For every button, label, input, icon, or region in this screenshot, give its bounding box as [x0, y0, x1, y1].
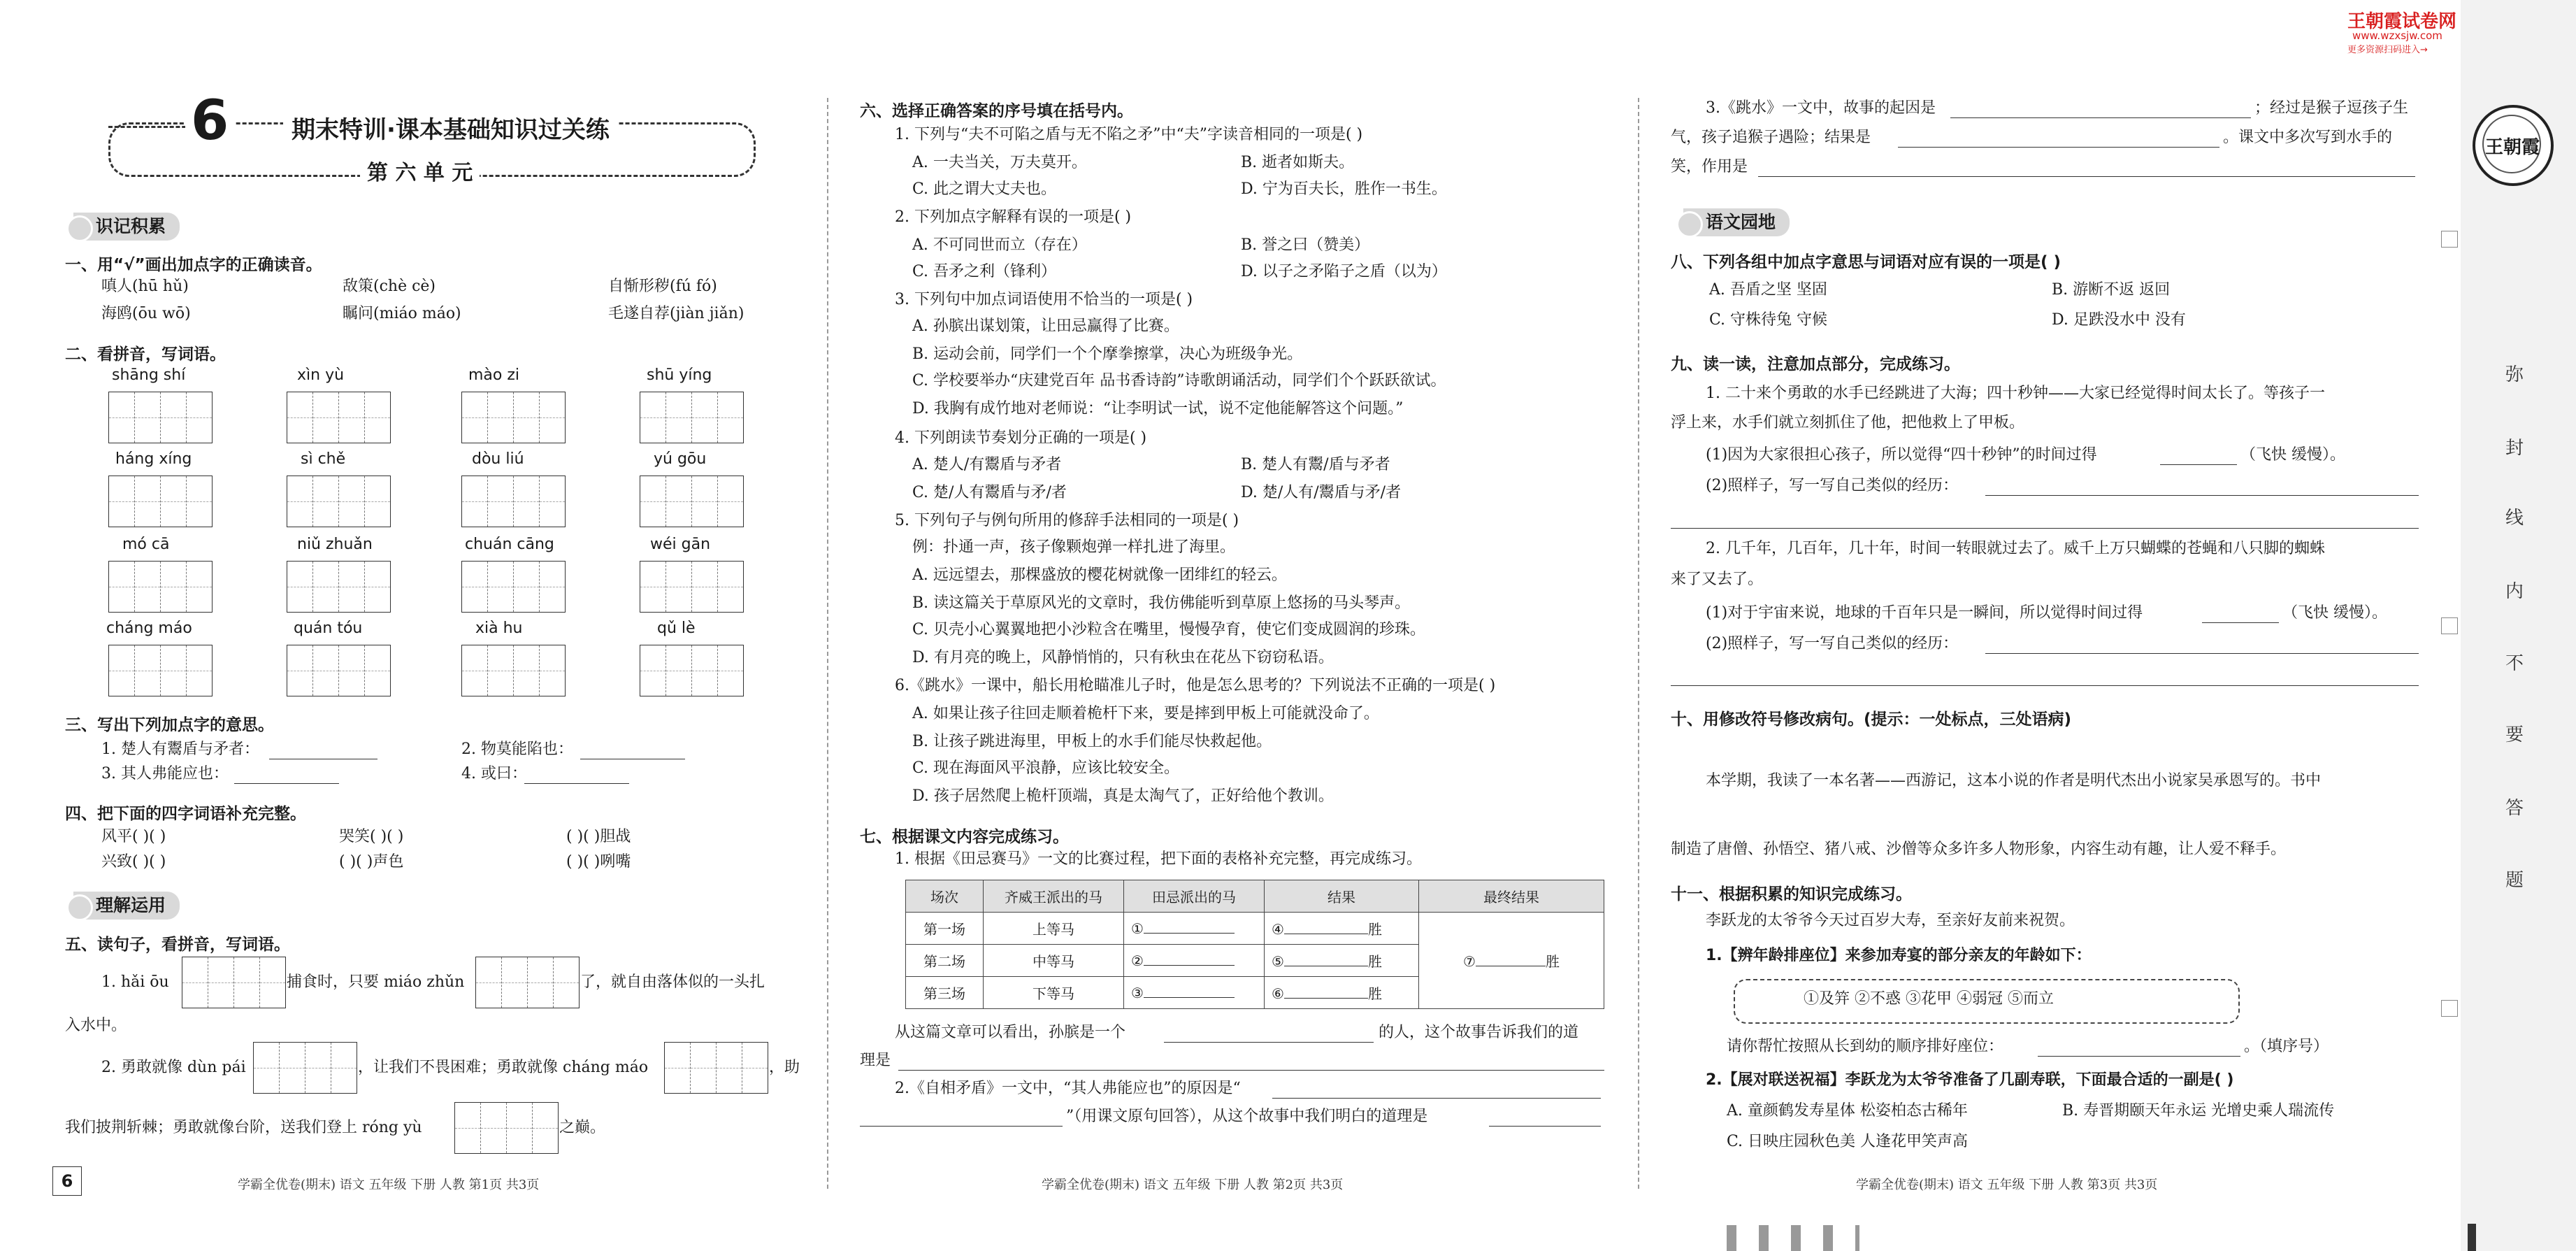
answer-line[interactable] — [1898, 147, 2219, 148]
answer-line[interactable] — [1985, 653, 2419, 654]
writing-grid[interactable] — [108, 561, 213, 613]
q9-text: (2)照样子，写一写自己类似的经历： — [1706, 477, 1959, 494]
answer-line[interactable] — [524, 783, 629, 784]
table-row — [906, 913, 1604, 945]
q7-text: 气，孩子追猴子遇险；结果是 — [1671, 129, 1871, 146]
q6-option: A. 如果让孩子往回走顺着桅杆下来，要是摔到甲板上可能就没命了。 — [912, 705, 1379, 722]
column-divider — [1638, 98, 1639, 1189]
table-cell: 中等马 — [984, 945, 1124, 977]
q9-text: 来了又去了。 — [1671, 571, 1764, 588]
binding-hole — [2441, 231, 2458, 248]
q4-item: 风平( )( ) — [101, 828, 166, 845]
question-8-title: 八、下列各组中加点字意思与词语对应有误的一项是( ) — [1671, 253, 2061, 271]
q5-text: 我们披荆斩棘；勇敢就像台阶，送我们登上 róng yù — [65, 1119, 422, 1136]
q9-text: (2)照样子，写一写自己类似的经历： — [1706, 635, 1959, 652]
pinyin-label: háng xíng — [115, 450, 192, 468]
q6-option: A. 不可同世而立（存在） — [912, 236, 1087, 254]
q8-option: B. 游断不返 返回 — [2052, 281, 2171, 299]
question-7-title: 七、根据课文内容完成练习。 — [860, 828, 1069, 846]
q7-text: 3.《跳水》一文中，故事的起因是 — [1706, 99, 1936, 117]
writing-grid[interactable] — [108, 476, 213, 527]
q9-text: （飞快 缓慢）。 — [2240, 446, 2345, 464]
q10-text: 本学期，我读了一本名著——西游记，这本小说的作者是明代杰出小说家吴承恩写的。书中 — [1706, 772, 2322, 789]
q11-text: 请你帮忙按照从长到幼的顺序排好座位： — [1727, 1038, 2004, 1055]
q5-text: 入水中。 — [65, 1017, 127, 1034]
brand-logo-text: 王朝霞 — [2485, 137, 2540, 158]
result-suffix: 胜 — [1367, 953, 1382, 970]
answer-line[interactable] — [2038, 1056, 2240, 1057]
table-cell: 上等马 — [984, 913, 1124, 945]
q6-option: B. 运动会前，同学们一个个摩拳擦掌，决心为班级争光。 — [912, 345, 1303, 363]
q6-option: C. 吾矛之利（锋利） — [912, 263, 1057, 280]
q5-text: 1. hǎi ōu — [101, 973, 169, 991]
q4-item: 兴致( )( ) — [101, 853, 166, 871]
q9-text: 1. 二十来个勇敢的水手已经跳进了大海；四十秒钟——大家已经觉得时间太长了。等孩子一 — [1706, 385, 2325, 402]
watermark-note: 更多资源扫码进入→ — [2347, 45, 2428, 55]
q6-option: B. 让孩子跳进海里，甲板上的水手们能尽快救起他。 — [912, 733, 1272, 750]
q4-item: ( )( )胆战 — [566, 828, 631, 845]
answer-line[interactable] — [898, 1070, 1604, 1071]
page-footer: 学霸全优卷(期末) 语文 五年级 下册 人教 第1页 共3页 — [238, 1178, 540, 1192]
blank-marker: ③ — [1131, 984, 1144, 1001]
answer-line[interactable] — [1671, 528, 2419, 529]
answer-line[interactable] — [2202, 622, 2279, 623]
q6-option: C. 学校要举办“庆建党百年 品书香诗韵”诗歌朗诵活动，同学们个个跃跃欲试。 — [912, 372, 1446, 389]
q7-stem: 1. 根据《田忌赛马》一文的比赛过程，把下面的表格补充完整，再完成练习。 — [895, 850, 1422, 868]
q6-stem: 4. 下列朗读节奏划分正确的一项是( ) — [895, 429, 1147, 447]
q8-option: D. 足跌没水中 没有 — [2052, 311, 2186, 329]
q11-text: 李跃龙的太爷爷今天过百岁大寿，至亲好友前来祝贺。 — [1706, 912, 2075, 929]
q6-option: D. 有月亮的晚上，风静悄悄的，只有秋虫在花丛下窃窃私语。 — [912, 649, 1334, 666]
table-cell: 第二场 — [906, 945, 984, 977]
q5-text: 之巅。 — [559, 1119, 606, 1136]
brand-logo — [2473, 105, 2554, 186]
writing-grid[interactable] — [287, 561, 391, 613]
writing-grid[interactable] — [640, 561, 744, 613]
q6-option: C. 楚/人有鬻盾与矛/者 — [912, 484, 1067, 501]
answer-line[interactable] — [1758, 176, 2415, 177]
q1-item: 敌策(chè cè) — [343, 278, 436, 295]
q6-option: A. 一夫当关，万夫莫开。 — [912, 154, 1087, 171]
result-suffix: 胜 — [1545, 953, 1560, 970]
q6-stem: 1. 下列与“夫不可陷之盾与无不陷之矛”中“夫”字读音相同的一项是( ) — [895, 126, 1363, 143]
q6-option: D. 我胸有成竹地对老师说：“让李明试一试，说不定他能解答这个问题。” — [912, 400, 1404, 417]
q11-text: 1.【辨年龄排座位】来参加寿宴的部分亲友的年龄如下： — [1706, 947, 2092, 964]
question-4-title: 四、把下面的四字词语补充完整。 — [65, 805, 306, 823]
pinyin-label: shāng shí — [112, 366, 186, 384]
q11-option: C. 日映庄园秋色美 人逢花甲笑声高 — [1727, 1133, 1969, 1150]
pinyin-label: mó cā — [122, 536, 170, 553]
q9-text: 2. 几千年，几百年，几十年，时间一转眼就过去了。威千上万只蝴蝶的苍蝇和八只脚的蜘蛛 — [1706, 540, 2325, 557]
q4-item: ( )( )声色 — [339, 853, 404, 871]
q6-option: C. 此之谓大丈夫也。 — [912, 180, 1057, 198]
q7-text: 的人，这个故事告诉我们的道 — [1379, 1024, 1579, 1041]
table-cell: 下等马 — [984, 977, 1124, 1009]
pinyin-label: shū yíng — [647, 366, 712, 384]
writing-grid[interactable] — [287, 392, 391, 443]
q6-example: 例：扑通一声，孩子像颗炮弹一样扎进了海里。 — [912, 538, 1236, 556]
q6-stem: 3. 下列句中加点词语使用不恰当的一项是( ) — [895, 291, 1193, 308]
pinyin-label: qǔ lè — [657, 620, 696, 637]
q7-text: ；经过是猴子逗孩子生 — [2254, 99, 2409, 117]
q5-text: ，让我们不畏困难；勇敢就像 cháng máo — [358, 1059, 649, 1076]
q7-text: 2.《自相矛盾》一文中，“其人弗能应也”的原因是“ — [895, 1080, 1241, 1097]
q9-text: (1)对于宇宙来说，地球的千百年只是一瞬间，所以觉得时间过得 — [1706, 604, 2143, 622]
writing-grid[interactable] — [108, 645, 213, 696]
unit-number: 6 — [185, 91, 234, 151]
section-tag-garden: 语文园地 — [1683, 208, 1790, 236]
q6-option: C. 现在海面风平浪静，应该比较安全。 — [912, 759, 1180, 777]
q4-item: ( )( )咧嘴 — [566, 853, 631, 871]
writing-grid[interactable] — [461, 645, 566, 696]
q5-text: ，助 — [769, 1059, 800, 1076]
q6-option: D. 宁为百夫长，胜作一书生。 — [1241, 180, 1447, 198]
writing-grid[interactable] — [182, 957, 286, 1008]
writing-grid[interactable] — [461, 561, 566, 613]
blank-marker: ⑥ — [1272, 985, 1284, 1002]
q3-item: 2. 物莫能陷也： — [461, 741, 573, 758]
table-header: 田忌派出的马 — [1124, 880, 1265, 913]
question-1-title: 一、用“√”画出加点字的正确读音。 — [65, 256, 322, 274]
writing-grid[interactable] — [640, 645, 744, 696]
writing-grid[interactable] — [287, 476, 391, 527]
q11-option: B. 寿晋期颐天年永运 光增史乘人瑞流传 — [2062, 1102, 2335, 1120]
writing-grid[interactable] — [287, 645, 391, 696]
table-cell-blank[interactable] — [1124, 977, 1265, 1009]
q7-text: ”（用课文原句回答），从这个故事中我们明白的道理是 — [1066, 1108, 1428, 1125]
page-title: 期末特训·课本基础知识过关练 — [283, 110, 618, 145]
pinyin-label: quán tóu — [294, 620, 363, 637]
answer-line[interactable] — [860, 1126, 1063, 1127]
page-footer: 学霸全优卷(期末) 语文 五年级 下册 人教 第2页 共3页 — [1042, 1178, 1344, 1192]
q6-option: A. 远远望去，那棵盛放的樱花树就像一团绯红的轻云。 — [912, 566, 1287, 584]
q3-item: 3. 其人弗能应也： — [101, 765, 229, 782]
q6-option: B. 读这篇关于草原风光的文章时，我仿佛能听到草原上悠扬的马头琴声。 — [912, 594, 1411, 612]
answer-line[interactable] — [1489, 1126, 1601, 1127]
pinyin-label: xià hu — [475, 620, 523, 637]
q11-option: A. 童颜鹤发寿星体 松姿柏态古稀年 — [1727, 1102, 1968, 1120]
q9-text: 浮上来，水手们就立刻抓住了他，把他救上了甲板。 — [1671, 414, 2025, 431]
binding-note-char: 弥 — [2505, 364, 2524, 385]
table-cell: 第三场 — [906, 977, 984, 1009]
q6-option: B. 楚人有鬻/盾与矛者 — [1241, 456, 1390, 473]
writing-grid[interactable] — [664, 1042, 768, 1094]
writing-grid[interactable] — [640, 476, 744, 527]
answer-line[interactable] — [1164, 1042, 1374, 1043]
blank-marker: ⑦ — [1463, 953, 1476, 970]
question-5-title: 五、读句子，看拼音，写词语。 — [65, 936, 290, 954]
q1-item: 嗔人(hū hǔ) — [101, 278, 189, 295]
page-footer: 学霸全优卷(期末) 语文 五年级 下册 人教 第3页 共3页 — [1856, 1178, 2158, 1192]
column-divider — [827, 98, 828, 1189]
q7-text: 理是 — [860, 1052, 891, 1069]
table-cell-blank[interactable] — [1265, 977, 1419, 1009]
q11-text: 。（填序号） — [2244, 1038, 2329, 1055]
blank-marker: ④ — [1272, 921, 1284, 938]
watermark-brand: 王朝霞试卷网 — [2347, 11, 2457, 32]
watermark-url: www.wzxsjw.com — [2352, 29, 2442, 42]
q7-text: 。课文中多次写到水手的 — [2223, 129, 2393, 146]
q6-option: D. 楚/人有/鬻盾与矛/者 — [1241, 484, 1402, 501]
binding-hole — [2441, 617, 2458, 634]
unit-subtitle: 第 六 单 元 — [360, 155, 480, 186]
answer-line[interactable] — [2160, 464, 2237, 465]
table-header: 最终结果 — [1419, 880, 1604, 913]
writing-grid[interactable] — [475, 957, 580, 1008]
q5-text: 了，就自由落体似的一头扎 — [580, 973, 765, 991]
q3-item: 4. 或曰： — [461, 765, 527, 782]
table-header: 结果 — [1265, 880, 1419, 913]
blank-marker: ① — [1131, 920, 1144, 937]
question-9-title: 九、读一读，注意加点部分，完成练习。 — [1671, 355, 1960, 373]
q6-stem: 6.《跳水》一课中，船长用枪瞄准儿子时，他是怎么思考的？下列说法不正确的一项是( ) — [895, 677, 1496, 694]
page-number-box: 6 — [52, 1166, 82, 1196]
q7-text: 从这篇文章可以看出，孙膑是一个 — [895, 1024, 1126, 1041]
final-result-cell[interactable] — [1419, 913, 1604, 1009]
q6-option: D. 以子之矛陷子之盾（以为） — [1241, 263, 1447, 280]
pinyin-label: yú gōu — [654, 450, 707, 468]
pinyin-label: cháng máo — [106, 620, 192, 637]
answer-line[interactable] — [1950, 117, 2251, 118]
q6-option: B. 逝者如斯夫。 — [1241, 154, 1355, 171]
q9-text: （飞快 缓慢）。 — [2282, 604, 2387, 622]
pinyin-label: mào zi — [468, 366, 520, 384]
q9-text: (1)因为大家很担心孩子，所以觉得“四十秒钟”的时间过得 — [1706, 446, 2097, 464]
question-11-title: 十一、根据积累的知识完成练习。 — [1671, 885, 1912, 903]
q10-text: 制造了唐僧、孙悟空、猪八戒、沙僧等众多许多人物形象，内容生动有趣，让人爱不释手。 — [1671, 841, 2287, 858]
q4-item: 哭笑( )( ) — [339, 828, 404, 845]
binding-note-char: 题 — [2505, 870, 2524, 891]
table-cell: 第一场 — [906, 913, 984, 945]
q6-stem: 2. 下列加点字解释有误的一项是( ) — [895, 208, 1132, 226]
question-10-title: 十、用修改符号修改病句。(提示：一处标点，三处语病) — [1671, 710, 2072, 729]
q3-item: 1. 楚人有鬻盾与矛者： — [101, 741, 259, 758]
answer-line[interactable] — [1272, 1098, 1601, 1099]
binding-note-char: 要 — [2505, 724, 2524, 745]
pinyin-label: chuán cāng — [465, 536, 554, 553]
q8-option: A. 吾盾之坚 坚固 — [1709, 281, 1827, 299]
q1-item: 毛遂自荐(jiàn jiǎn) — [608, 305, 744, 322]
q6-option: A. 楚人/有鬻盾与矛者 — [912, 456, 1062, 473]
binding-hole — [2441, 1000, 2458, 1017]
binding-note-char: 封 — [2505, 438, 2524, 459]
binding-margin — [2461, 0, 2576, 1251]
table-cell-blank[interactable] — [1265, 913, 1419, 945]
blank-marker: ② — [1131, 952, 1144, 969]
q6-option: D. 孩子居然爬上桅杆顶端，真是太淘气了，正好给他个教训。 — [912, 787, 1334, 805]
q1-item: 自惭形秽(fú fó) — [608, 278, 717, 295]
writing-grid[interactable] — [253, 1042, 357, 1094]
writing-grid[interactable] — [461, 476, 566, 527]
pinyin-label: wéi gān — [650, 536, 711, 553]
writing-grid[interactable] — [454, 1102, 559, 1154]
table-cell-blank[interactable] — [1265, 945, 1419, 977]
table-header: 场次 — [906, 880, 984, 913]
binding-note-char: 答 — [2505, 798, 2524, 819]
question-3-title: 三、写出下列加点字的意思。 — [65, 716, 274, 734]
answer-line[interactable] — [1985, 495, 2419, 496]
table-cell-blank[interactable] — [1124, 945, 1265, 977]
table-cell-blank[interactable] — [1124, 913, 1265, 945]
result-suffix: 胜 — [1367, 921, 1382, 938]
table-header: 齐威王派出的马 — [984, 880, 1124, 913]
result-suffix: 胜 — [1367, 985, 1382, 1002]
section-tag-memorize: 识记积累 — [73, 213, 180, 241]
q5-text: 2. 勇敢就像 dùn pái — [101, 1059, 246, 1076]
print-mark — [1727, 1225, 1859, 1251]
answer-line[interactable] — [234, 783, 339, 784]
horse-race-table — [905, 880, 1604, 1009]
pinyin-label: niǔ zhuǎn — [297, 536, 373, 553]
q8-option: C. 守株待兔 守候 — [1709, 311, 1828, 329]
pinyin-label: xìn yù — [297, 366, 345, 384]
binding-note-char: 不 — [2505, 653, 2524, 674]
writing-grid[interactable] — [640, 392, 744, 443]
section-tag-apply: 理解运用 — [73, 892, 180, 920]
binding-note-char: 线 — [2505, 508, 2524, 529]
age-options: ①及笄 ②不惑 ③花甲 ④弱冠 ⑤而立 — [1804, 990, 2054, 1008]
question-2-title: 二、看拼音，写词语。 — [65, 345, 226, 364]
question-6-title: 六、选择正确答案的序号填在括号内。 — [860, 102, 1133, 120]
q1-item: 瞩问(miáo máo) — [343, 305, 461, 322]
pinyin-label: dòu liú — [472, 450, 524, 468]
binding-note-char: 内 — [2505, 581, 2524, 602]
q6-stem: 5. 下列句子与例句所用的修辞手法相同的一项是( ) — [895, 512, 1239, 529]
answer-line[interactable] — [1671, 685, 2419, 686]
q11-text: 2.【展对联送祝福】李跃龙为太爷爷准备了几副寿联，下面最合适的一副是( ) — [1706, 1071, 2234, 1089]
q6-option: C. 贝壳小心翼翼地把小沙粒含在嘴里，慢慢孕育，使它们变成圆润的珍珠。 — [912, 621, 1426, 638]
q6-option: A. 孙膑出谋划策，让田忌赢得了比赛。 — [912, 317, 1179, 335]
q7-text: 笑，作用是 — [1671, 158, 1748, 176]
q5-text: 捕食时，只要 miáo zhǔn — [287, 973, 465, 991]
q6-option: B. 誉之曰（赞美） — [1241, 236, 1370, 254]
blank-marker: ⑤ — [1272, 953, 1284, 970]
pinyin-label: sì chě — [301, 450, 346, 468]
writing-grid[interactable] — [108, 392, 213, 443]
q1-item: 海鸥(ōu wō) — [101, 305, 191, 322]
unit-banner-top-line — [108, 126, 192, 128]
binding-bar — [2468, 1224, 2476, 1251]
writing-grid[interactable] — [461, 392, 566, 443]
